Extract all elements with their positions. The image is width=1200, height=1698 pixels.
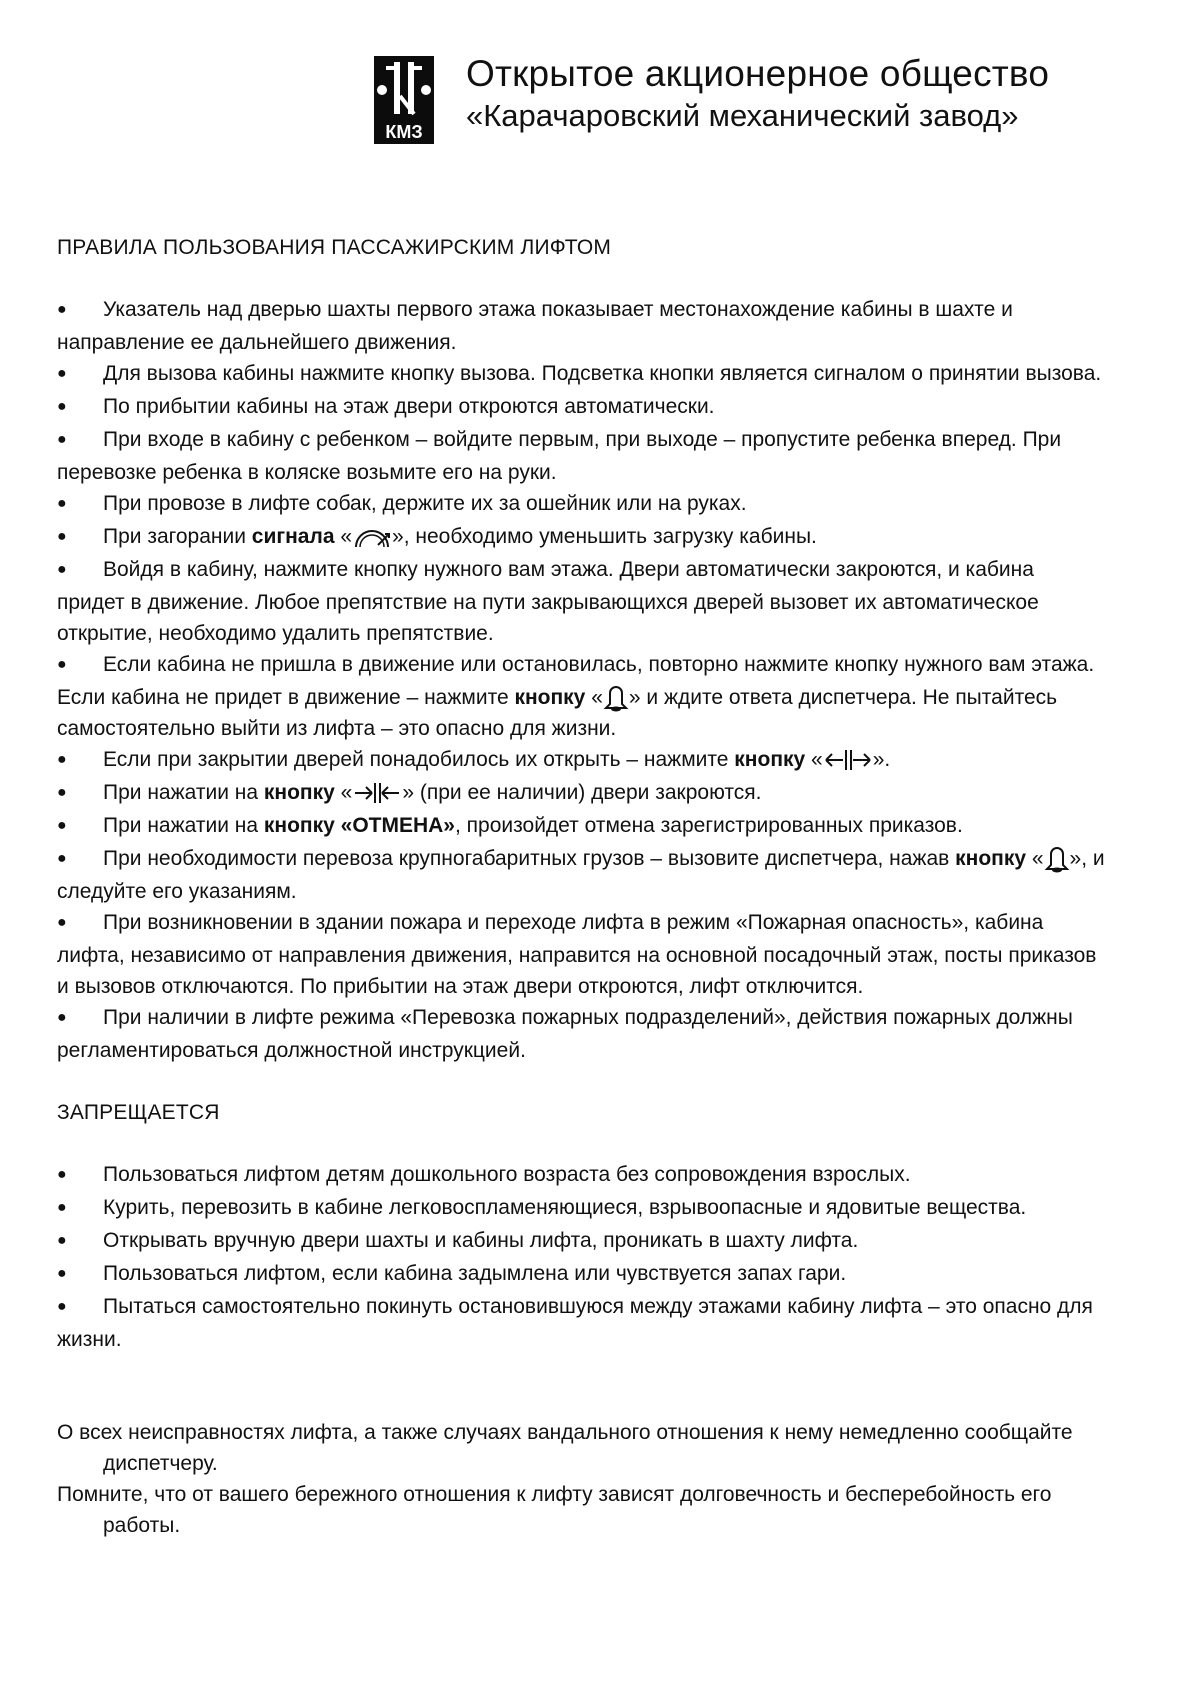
kmz-logo: [374, 56, 434, 144]
bullet-icon: [57, 521, 103, 554]
bullet-icon: [57, 843, 103, 876]
rule-item: [57, 424, 1107, 488]
company-name-line1: Открытое акционерное общество: [466, 53, 1050, 94]
bullet-icon: [57, 424, 103, 457]
document-header: [374, 52, 1049, 144]
rules-list: [57, 294, 1107, 1066]
company-name-line2: «Карачаровский механический завод»: [466, 98, 1019, 133]
bullet-icon: [57, 777, 103, 810]
item-text: Пользоваться лифтом, если кабина задымлена или чувствуется запах гари.: [103, 1262, 847, 1285]
forbidden-item: [57, 1192, 1107, 1225]
bullet-icon: [57, 488, 103, 521]
bullet-icon: [57, 554, 103, 587]
item-text: При необходимости перевоза крупногабаритных грузов – вызовите диспетчера, нажав: [103, 847, 956, 870]
rule-item: [57, 810, 1107, 843]
document-body: [57, 232, 1107, 1541]
bullet-icon: [57, 358, 103, 391]
item-text: «: [334, 525, 353, 548]
item-text: «: [585, 686, 603, 709]
emphasis-text: кнопку: [514, 686, 586, 709]
logo-text: КМЗ: [385, 122, 423, 142]
overload-gauge-icon: [352, 525, 392, 548]
forbidden-list: [57, 1159, 1107, 1355]
rule-item: [57, 554, 1107, 649]
bullet-icon: [57, 907, 103, 940]
item-text: По прибытии кабины на этаж двери откроются автоматически.: [103, 395, 715, 418]
item-text: При нажатии на: [103, 814, 264, 837]
bullet-icon: [57, 1159, 103, 1192]
item-text: Открывать вручную двери шахты и кабины лифта, проникать в шахту лифта.: [103, 1229, 859, 1252]
bullet-icon: [57, 1002, 103, 1035]
item-text: При загорании: [103, 525, 252, 548]
closing-notes: [57, 1417, 1107, 1541]
item-text: Если при закрытии дверей понадобилось их открыть – нажмите: [103, 748, 735, 771]
bullet-icon: [57, 294, 103, 327]
bullet-icon: [57, 1192, 103, 1225]
item-text: При возникновении в здании пожара и переходе лифта в режим «Пожарная опасность», кабина лифта, независимо от направления движения, направится на основной посадочный этаж, посты приказов и вызовов отключаются. По прибытии на этаж двери откроются, лифт отключится.: [57, 911, 1097, 998]
item-text: Курить, перевозить в кабине легковоспламеняющиеся, взрывоопасные и ядовитые вещества.: [103, 1196, 1027, 1219]
bullet-icon: [57, 810, 103, 843]
item-text: », необходимо уменьшить загрузку кабины.: [392, 525, 817, 548]
rule-item: [57, 358, 1107, 391]
rule-item: [57, 777, 1107, 810]
item-text: Указатель над дверью шахты первого этажа показывает местонахождение кабины в шахте и направление ее дальнейшего движения.: [57, 298, 1013, 354]
item-text: Для вызова кабины нажмите кнопку вызова. Подсветка кнопки является сигналом о принятии вызова.: [103, 362, 1102, 385]
emphasis-text: кнопку: [955, 847, 1027, 870]
rule-item: [57, 744, 1107, 777]
item-text: «: [805, 748, 823, 771]
rule-item: [57, 1002, 1107, 1066]
item-text: «: [334, 781, 353, 804]
emphasis-text: кнопку: [263, 781, 335, 804]
item-text: «: [1026, 847, 1044, 870]
item-text: Войдя в кабину, нажмите кнопку нужного вам этажа. Двери автоматически закроются, и кабина придет в движение. Любое препятствие на пути закрывающихся дверей вызовет их автоматическое открытие, необходимо удалить препятствие.: [57, 558, 1039, 645]
rule-item: [57, 521, 1107, 554]
emphasis-text: кнопку «ОТМЕНА»: [263, 814, 455, 837]
forbidden-item: [57, 1159, 1107, 1192]
rule-item: [57, 649, 1107, 744]
forbidden-item: [57, 1291, 1107, 1355]
item-text: Пользоваться лифтом детям дошкольного возраста без сопровождения взрослых.: [103, 1163, 911, 1186]
forbidden-title: ЗАПРЕЩАЕТСЯ: [57, 1101, 220, 1124]
bell-icon: [603, 686, 629, 709]
item-text: Если кабина не пришла в движение или остановилась, повторно нажмите кнопку нужного вам этажа. Если кабина не придет в движение – нажмите: [57, 653, 1095, 709]
forbidden-item: [57, 1258, 1107, 1291]
bullet-icon: [57, 1225, 103, 1258]
item-text: При входе в кабину с ребенком – войдите первым, при выходе – пропустите ребенка вперед. При перевозке ребенка в коляске возьмите его на руки.: [57, 428, 1062, 484]
rule-item: [57, 843, 1107, 907]
closing-note: О всех неисправностях лифта, а также случаях вандального отношения к нему немедленно сообщайте диспетчеру.: [57, 1421, 1073, 1475]
item-text: ».: [872, 748, 891, 771]
item-text: При провозе в лифте собак, держите их за ошейник или на руках.: [103, 492, 747, 515]
item-text: При наличии в лифте режима «Перевозка пожарных подразделений», действия пожарных должны регламентироваться должностной инструкцией.: [57, 1006, 1073, 1062]
emphasis-text: сигнала: [251, 525, 335, 548]
bullet-icon: [57, 1258, 103, 1291]
rule-item: [57, 907, 1107, 1002]
bell-icon: [1044, 847, 1070, 870]
rule-item: [57, 391, 1107, 424]
closing-note: Помните, что от вашего бережного отношения к лифту зависят долговечность и бесперебойность его работы.: [57, 1483, 1052, 1537]
item-text: , произойдет отмена зарегистрированных приказов.: [455, 814, 963, 837]
bullet-icon: [57, 391, 103, 424]
item-text: » (при ее наличии) двери закроются.: [402, 781, 762, 804]
rule-item: [57, 488, 1107, 521]
item-text: Пытаться самостоятельно покинуть остановившуюся между этажами кабину лифта – это опасно для жизни.: [57, 1295, 1093, 1351]
door-open-icon: [823, 748, 873, 771]
forbidden-item: [57, 1225, 1107, 1258]
bullet-icon: [57, 649, 103, 682]
bullet-icon: [57, 744, 103, 777]
rule-item: [57, 294, 1107, 358]
door-close-icon: [352, 781, 402, 804]
item-text: » и ждите ответа диспетчера. Не пытайтесь самостоятельно выйти из лифта – это опасно для жизни.: [57, 686, 1058, 740]
item-text: », и следуйте его указаниям.: [57, 847, 1105, 903]
emphasis-text: кнопку: [734, 748, 806, 771]
item-text: При нажатии на: [103, 781, 264, 804]
bullet-icon: [57, 1291, 103, 1324]
rules-title: ПРАВИЛА ПОЛЬЗОВАНИЯ ПАССАЖИРСКИМ ЛИФТОМ: [57, 236, 612, 259]
